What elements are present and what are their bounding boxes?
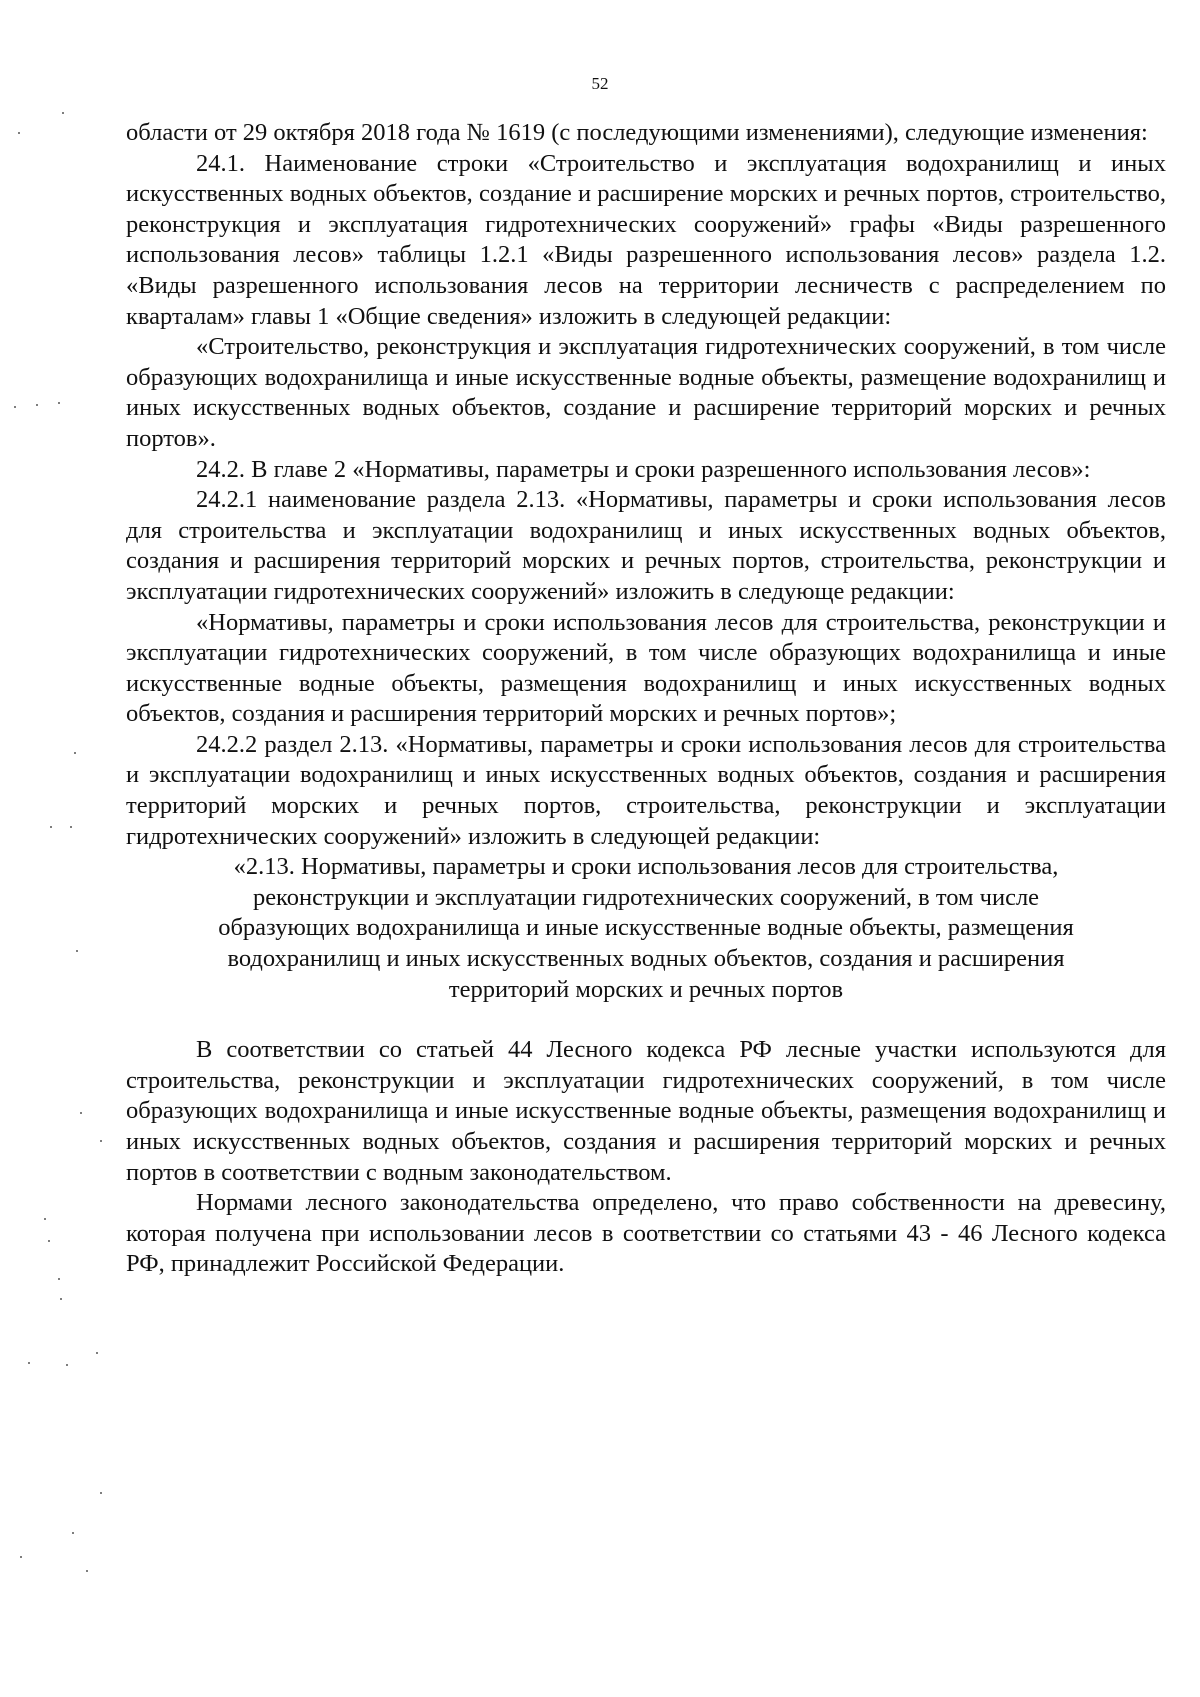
paragraph: 24.2.2 раздел 2.13. «Нормативы, параметры и сроки использования лесов для строительства и эксплуатации водохранилищ и иных искусственных водных объектов, создания и расширения территорий морских и речных портов, строительства, реконструкции и эксплуатации гидротехнических сооружений» изложить в следующей редакции: (126, 730, 1166, 850)
scan-speck (100, 1140, 102, 1142)
document-body (126, 118, 1166, 1280)
paragraph: 24.2. В главе 2 «Нормативы, параметры и сроки разрешенного использования лесов»: (196, 455, 1091, 483)
paragraph: В соответствии со статьей 44 Лесного кодекса РФ лесные участки используются для строительства, реконструкции и эксплуатации гидротехнических сооружений, в том числе образующих водохранилища и иные искусственные водные объекты, размещения водохранилищ и иных искусственных водных объектов, создания и расширения территорий морских и речных портов в соответствии с водным законодательством. (126, 1036, 1166, 1186)
scan-speck (36, 404, 38, 406)
paragraph: 24.1. Наименование строки «Строительство и эксплуатация водохранилищ и иных искусственных водных объектов, создание и расширение морских и речных портов, строительство, реконструкция и эксплуатация гидротехнических сооружений» графы «Виды разрешенного использования лесов» таблицы 1.2.1 «Виды разрешенного использования лесов» раздела 1.2. «Виды разрешенного использования лесов на территории лесничеств с распределением по кварталам» главы 1 «Общие сведения» изложить в следующей редакции: (126, 149, 1166, 330)
scan-speck (14, 406, 16, 408)
scan-speck (76, 950, 78, 952)
paragraph: «Строительство, реконструкция и эксплуатация гидротехнических сооружений, в том числе образующих водохранилища и иные искусственные водные объекты, размещение водохранилищ и иных искусственных водных объектов, создание и расширение территорий морских и речных портов». (126, 333, 1166, 452)
scan-speck (80, 1112, 82, 1114)
section-heading (126, 852, 1166, 1005)
scan-speck (72, 1532, 74, 1534)
paragraph: 24.2.1 наименование раздела 2.13. «Нормативы, параметры и сроки использования лесов для строительства и эксплуатации водохранилищ и иных искусственных водных объектов, создания и расширения территорий морских и речных портов, строительства, реконструкции и эксплуатации гидротехнических сооружений» изложить в следующе редакции: (126, 486, 1166, 605)
scan-speck (60, 1298, 62, 1300)
scan-speck (66, 1364, 68, 1366)
section-heading-line: «2.13. Нормативы, параметры и сроки использования лесов для строительства, (233, 853, 1059, 881)
paragraph: «Нормативы, параметры и сроки использования лесов для строительства, реконструкции и эксплуатации гидротехнических сооружений, в том числе образующих водохранилища и иные искусственные водные объекты, размещения водохранилищ и иных искусственных водных объектов, создания и расширения территорий морских и речных портов»; (126, 608, 1166, 728)
scan-speck (62, 112, 64, 114)
scan-margin-specks (0, 0, 120, 1697)
scan-speck (96, 1352, 98, 1354)
paragraph: Нормами лесного законодательства определено, что право собственности на древесину, которая получена при использовании лесов в соответствии со статьями 43 - 46 Лесного кодекса РФ, принадлежит Российской Федерации. (126, 1189, 1166, 1278)
scan-speck (20, 1556, 22, 1558)
section-heading-line: реконструкции и эксплуатации гидротехнических сооружений, в том числе (252, 883, 1040, 911)
scan-speck (100, 1492, 102, 1494)
scan-speck (18, 132, 20, 134)
section-heading-line: образующих водохранилища и иные искусственные водные объекты, размещения (218, 914, 1074, 942)
scan-speck (70, 826, 72, 828)
scan-speck (58, 1278, 60, 1280)
scan-speck (58, 402, 60, 404)
scan-speck (44, 1218, 46, 1220)
scan-speck (74, 752, 76, 754)
section-heading-line: водохранилищ и иных искусственных водных объектов, создания и расширения (227, 945, 1065, 973)
scan-speck (28, 1362, 30, 1364)
scan-speck (86, 1570, 88, 1572)
paragraph: области от 29 октября 2018 года № 1619 (с последующими изменениями), следующие изменения: (126, 119, 1148, 146)
scan-speck (48, 1240, 50, 1242)
page-number: 52 (591, 74, 609, 93)
scan-speck (50, 826, 52, 828)
section-heading-line: территорий морских и речных портов (448, 975, 844, 1003)
spacer (126, 1005, 1166, 1035)
